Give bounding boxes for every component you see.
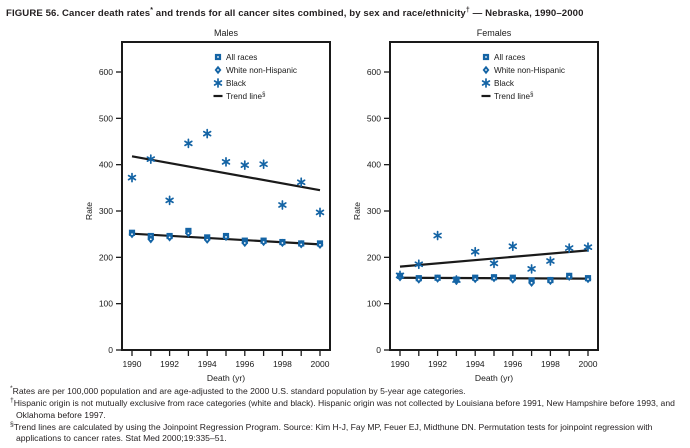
black-marker <box>223 158 230 166</box>
chart-title: Females <box>476 28 512 39</box>
x-tick-label: 1994 <box>197 359 217 370</box>
y-tick-label: 100 <box>98 298 113 309</box>
x-tick-label: 2000 <box>310 359 330 370</box>
black-marker <box>547 257 554 265</box>
footnote-text: Rates are per 100,000 population and are age-adjusted to the 2000 U.S. standard population by 5-year age categories. <box>12 386 466 397</box>
y-tick-label: 400 <box>366 159 381 170</box>
males-chart <box>82 26 334 384</box>
black-marker <box>472 248 479 256</box>
y-tick-label: 0 <box>376 345 381 356</box>
legend-footnote-marker: § <box>530 92 534 99</box>
black-marker <box>528 265 535 273</box>
marker-center-dot <box>493 277 495 279</box>
footnote <box>10 385 682 397</box>
footnote-marker: * <box>10 385 13 393</box>
legend-footnote-marker: § <box>262 92 266 99</box>
marker-center-dot <box>244 242 246 244</box>
x-tick-label: 1992 <box>160 359 180 370</box>
y-tick-label: 600 <box>98 67 113 78</box>
marker-center-dot <box>531 282 533 284</box>
black-marker <box>129 174 136 182</box>
black-marker <box>204 130 211 138</box>
marker-center-dot <box>169 237 171 239</box>
black-marker <box>185 140 192 148</box>
marker-center-dot <box>206 239 208 241</box>
charts-row <box>0 26 690 384</box>
footnote-text: Trend lines are calculated by using the Joinpoint Regression Program. Source: Kim H-J, Fay MP, Feuer EJ, Midthune DN. Permutation tests for joinpoint regression with applications to cancer rates. Stat Med 2000;19:335–51. <box>13 421 653 444</box>
x-tick-label: 1990 <box>390 359 410 370</box>
marker-center-dot <box>263 241 265 243</box>
legend-label: All races <box>226 53 258 63</box>
footnote-marker-asterisk: * <box>150 7 154 14</box>
legend-label: Trend line§ <box>226 92 266 102</box>
black-marker <box>298 178 305 186</box>
black-marker <box>215 79 222 87</box>
marker-center-dot <box>150 239 152 241</box>
x-tick-label: 1998 <box>272 359 292 370</box>
marker-center-dot <box>550 280 552 282</box>
legend-label: All races <box>494 53 526 63</box>
black-marker <box>483 79 490 87</box>
chart-title: Males <box>213 28 239 39</box>
plot-border <box>122 42 330 350</box>
legend-label: Trend line§ <box>494 92 534 102</box>
y-tick-label: 300 <box>366 206 381 217</box>
black-marker <box>491 260 498 268</box>
x-tick-label: 1994 <box>465 359 485 370</box>
black-marker <box>434 232 441 240</box>
marker-center-dot <box>217 69 219 71</box>
footnote-marker: † <box>10 397 14 405</box>
black-marker <box>241 161 248 169</box>
x-tick-label: 1992 <box>428 359 448 370</box>
y-axis-title: Rate <box>352 202 362 221</box>
marker-center-dot <box>217 56 219 58</box>
x-tick-label: 1996 <box>503 359 523 370</box>
figure-title-text: — Nebraska, 1990–2000 <box>469 8 584 20</box>
x-tick-label: 1996 <box>235 359 255 370</box>
figure-title <box>0 0 690 19</box>
x-tick-label: 1990 <box>122 359 142 370</box>
x-tick-label: 2000 <box>578 359 598 370</box>
legend-label: Black <box>226 79 247 89</box>
footnote-text: Hispanic origin is not mutually exclusive from race categories (white and black). Hispanic origin was not collected by Louisiana before 1991, New Hampshire before 1993, and Oklahoma before 1997. <box>13 398 675 420</box>
marker-center-dot <box>225 236 227 238</box>
y-tick-label: 200 <box>366 252 381 263</box>
y-tick-label: 500 <box>98 113 113 124</box>
y-tick-label: 100 <box>366 298 381 309</box>
legend-label: White non-Hispanic <box>226 66 297 76</box>
marker-center-dot <box>474 278 476 280</box>
plot-border <box>390 42 598 350</box>
marker-center-dot <box>282 242 284 244</box>
legend-label: White non-Hispanic <box>494 66 565 76</box>
footnote-marker-dagger: † <box>465 7 470 14</box>
y-tick-label: 600 <box>366 67 381 78</box>
black-marker <box>279 201 286 209</box>
footnote-marker: § <box>10 420 14 428</box>
x-axis-title: Death (yr) <box>206 373 246 384</box>
black-marker <box>509 242 516 250</box>
marker-center-dot <box>300 244 302 246</box>
y-tick-label: 300 <box>98 206 113 217</box>
marker-center-dot <box>587 278 589 280</box>
marker-center-dot <box>188 233 190 235</box>
marker-center-dot <box>319 244 321 246</box>
figure-title-text: FIGURE 56. Cancer death rates <box>6 8 151 20</box>
marker-center-dot <box>485 69 487 71</box>
figure-title-text: and trends for all cancer sites combined, by sex and race/ethnicity <box>153 8 466 20</box>
marker-center-dot <box>568 276 570 278</box>
legend-label: Black <box>494 79 515 89</box>
marker-center-dot <box>418 279 420 281</box>
x-tick-label: 1998 <box>540 359 560 370</box>
y-axis-title: Rate <box>84 202 94 221</box>
y-tick-label: 400 <box>98 159 113 170</box>
y-tick-label: 200 <box>98 252 113 263</box>
footnote <box>10 397 682 421</box>
marker-center-dot <box>437 278 439 280</box>
marker-center-dot <box>512 279 514 281</box>
y-tick-label: 500 <box>366 113 381 124</box>
marker-center-dot <box>485 56 487 58</box>
marker-center-dot <box>131 233 133 235</box>
black-marker <box>260 160 267 168</box>
footnotes <box>0 384 690 444</box>
footnote <box>10 421 682 445</box>
females-chart <box>350 26 602 384</box>
y-tick-label: 0 <box>108 345 113 356</box>
black-marker <box>166 197 173 205</box>
black-marker <box>317 209 324 217</box>
x-axis-title: Death (yr) <box>474 373 514 384</box>
